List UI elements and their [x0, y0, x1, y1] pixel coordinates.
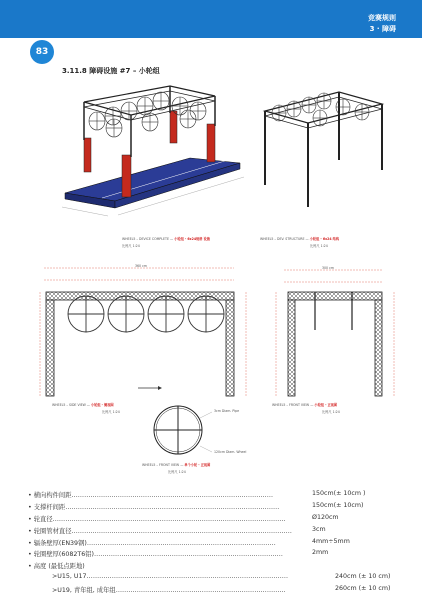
side-scale: 比例尺 1:24: [102, 410, 120, 414]
structure-caption: WHEEL5 – DEV. STRUCTURE — 小轮组 - 6x24 结构: [260, 237, 340, 241]
page-number: 83: [30, 40, 54, 64]
spec-row: >U19, 青年组, 成年组……………………………………………………………………… 260cm (± 10 cm): [52, 585, 391, 595]
structure-drawing: [265, 92, 382, 207]
spec-row: • 辐条壁厚(EN39钢)……………………………………………………………………………… 4mm÷5mm: [28, 537, 350, 547]
spec-row: >U15, U17…………………………………………………………………………………… 240cm (± 10 cm): [52, 573, 391, 581]
wheel-scale: 比例尺 1:24: [168, 470, 186, 474]
front-dim-top: 300 cm: [322, 266, 334, 270]
header-subtitle: 3 · 障碍: [369, 25, 396, 33]
wheel-caption: WHEEL5 – FRONT VIEW — 单个小轮 - 正视图: [142, 463, 211, 467]
complete-caption: WHEEL5 – DEVICE COMPLETE — 小轮组 - 6x24规格 设施: [122, 237, 210, 241]
spec-row: • 轮直径………………………………………………………………………………………………… Ø120cm: [28, 513, 339, 523]
side-view-drawing: [40, 268, 246, 396]
side-dim-top: 360 cm: [135, 264, 147, 268]
front-scale: 比例尺 1:24: [322, 410, 340, 414]
specs-list: [28, 490, 408, 597]
spec-row: • 轮圈管材直径…………………………………………………………………………………………… 3cm: [28, 525, 326, 535]
header-title: 竞赛规则: [368, 14, 396, 22]
side-caption: WHEEL5 – SIDE VIEW — 小轮组 - 侧视图: [52, 403, 114, 407]
front-view-drawing: [276, 270, 394, 396]
spec-row: • 轮圈壁厚(6082T6铝)……………………………………………………………………………… 2mm: [28, 549, 329, 559]
complete-device-drawing: [62, 86, 244, 216]
wheel-note-pipe: 3cm Diam. Pipe: [214, 409, 240, 413]
spec-row: • 支撑杆间距………………………………………………………………………………………… 150cm(± 10cm): [28, 501, 364, 511]
section-title: 3.11.8 障碍设施 #7 – 小轮组: [62, 67, 160, 75]
spec-row: • 横向构件间距…………………………………………………………………………………… 150cm(± 10cm ): [28, 490, 366, 499]
front-caption: WHEEL5 – FRONT VIEW — 小轮组 - 正视图: [272, 403, 338, 407]
spec-row: • 高度 (最低点距地): [28, 563, 85, 571]
structure-scale: 比例尺 1:24: [310, 244, 328, 248]
complete-scale: 比例尺 1:24: [122, 244, 140, 248]
single-wheel-drawing: [154, 406, 212, 454]
wheel-note-diam: 120cm Diam. Wheel: [214, 450, 247, 454]
